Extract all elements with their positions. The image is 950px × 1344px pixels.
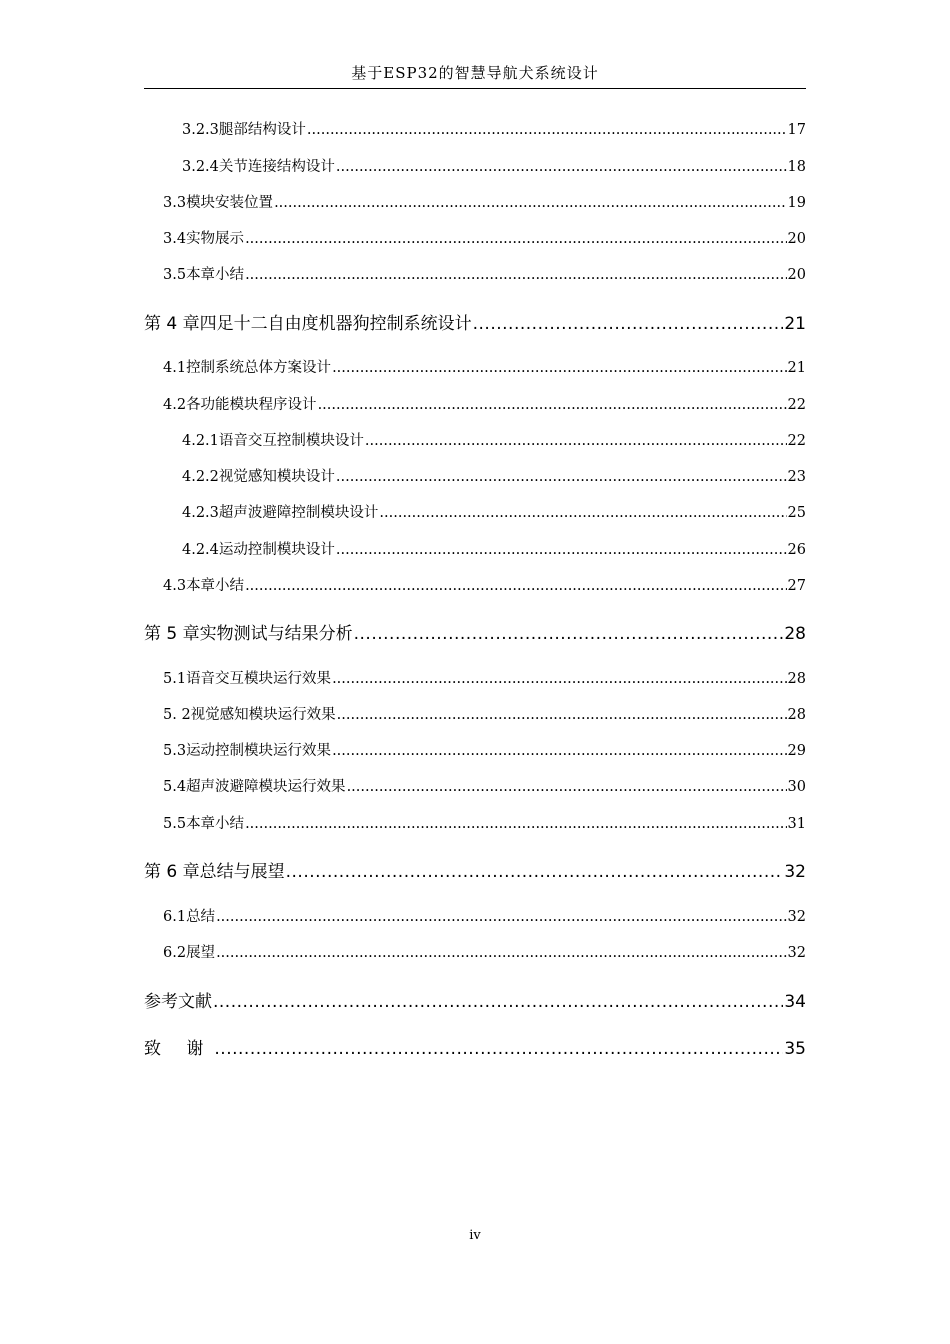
toc-entry[interactable] [144, 1034, 806, 1059]
toc-entry-page: 34 [784, 992, 806, 1012]
toc-entry[interactable] [182, 118, 806, 139]
dot-leader [332, 360, 786, 376]
toc-entry-number: 4.2.2 [182, 469, 219, 485]
toc-entry-number: 第 6 章 [144, 862, 200, 882]
toc-entry[interactable] [182, 465, 806, 486]
toc-entry-page: 32 [787, 909, 806, 925]
toc-entry-number: 4.1 [163, 360, 187, 376]
toc-entry-page: 17 [787, 122, 806, 138]
toc-entry-title: 语音交互模块运行效果 [186, 671, 332, 687]
toc-entry-number: 5.1 [163, 671, 187, 687]
toc-entry-number: 6.2 [163, 945, 187, 961]
toc-entry-number: 3.3 [163, 195, 187, 211]
toc-entry-title: 实物展示 [186, 231, 245, 247]
toc-entry-title: 视觉感知模块设计 [218, 469, 335, 485]
toc-entry[interactable] [163, 703, 806, 724]
toc-entry-number: 4.2 [163, 397, 187, 413]
dot-leader [473, 314, 784, 334]
dot-leader [286, 862, 784, 882]
toc-entry-number: 3.2.4 [182, 159, 219, 175]
toc-entry-title: 语音交互控制模块设计 [218, 433, 364, 449]
dot-leader [336, 469, 787, 485]
dot-leader [307, 122, 787, 138]
dot-leader [318, 397, 787, 413]
toc-entry-title: 四足十二自由度机器狗控制系统设计 [199, 314, 472, 334]
toc-entry-number: 5.3 [163, 743, 187, 759]
toc-entry-page: 23 [787, 469, 806, 485]
toc-entry[interactable] [163, 812, 806, 833]
toc-entry-page: 29 [787, 743, 806, 759]
toc-entry-title: 关节连接结构设计 [218, 159, 335, 175]
toc-entry-title: 腿部结构设计 [218, 122, 306, 138]
dot-leader [336, 542, 787, 558]
toc-entry-number: 3.4 [163, 231, 187, 247]
dot-leader [216, 909, 786, 925]
dot-leader [245, 816, 786, 832]
toc-entry-number: 5.5 [163, 816, 187, 832]
toc-entry-page: 19 [787, 195, 806, 211]
dot-leader [379, 505, 786, 521]
toc-entry[interactable] [182, 155, 806, 176]
toc-entry-title: 模块安装位置 [186, 195, 274, 211]
dot-leader [332, 743, 786, 759]
toc-entry[interactable] [182, 538, 806, 559]
dot-leader [332, 671, 786, 687]
toc-entry[interactable] [163, 356, 806, 377]
dot-leader [245, 267, 786, 283]
toc-entry-number: 3.2.3 [182, 122, 219, 138]
toc-entry-page: 22 [787, 433, 806, 449]
toc-entry-page: 32 [787, 945, 806, 961]
toc-entry[interactable] [163, 191, 806, 212]
toc-entry-page: 31 [787, 816, 806, 832]
toc-entry[interactable] [163, 905, 806, 926]
toc-entry-number: 第 5 章 [144, 624, 200, 644]
toc-entry-page: 21 [787, 360, 806, 376]
toc-entry-page: 35 [784, 1039, 806, 1059]
page-number: iv [469, 1228, 481, 1243]
dot-leader [214, 1039, 783, 1059]
toc-entry-title: 本章小结 [186, 578, 245, 594]
toc-entry[interactable] [163, 393, 806, 414]
toc-entry-title: 展望 [186, 945, 216, 961]
toc-entry-page: 22 [787, 397, 806, 413]
dot-leader [354, 624, 784, 644]
toc-entry-title: 运动控制模块运行效果 [186, 743, 332, 759]
toc-entry[interactable] [144, 857, 806, 882]
toc-entry-title: 超声波避障控制模块设计 [218, 505, 379, 521]
dot-leader [245, 231, 786, 247]
toc-entry-number: 5. 2 [163, 707, 191, 723]
toc-entry-number: 3.5 [163, 267, 187, 283]
toc-entry-title: 致 谢 [144, 1039, 214, 1059]
dot-leader [213, 992, 783, 1012]
toc-entry-title: 参考文献 [144, 992, 212, 1012]
toc-entry[interactable] [182, 429, 806, 450]
toc-entry-title: 本章小结 [186, 267, 245, 283]
dot-leader [336, 159, 787, 175]
toc-entry-number: 6.1 [163, 909, 187, 925]
dot-leader [337, 707, 787, 723]
toc-entry-title: 视觉感知模块运行效果 [190, 707, 336, 723]
dot-leader [216, 945, 786, 961]
toc-entry[interactable] [144, 987, 806, 1012]
toc-entry[interactable] [163, 941, 806, 962]
toc-entry[interactable] [163, 667, 806, 688]
toc-entry-title: 超声波避障模块运行效果 [186, 779, 346, 795]
toc-entry-title: 本章小结 [186, 816, 245, 832]
toc-entry-page: 27 [787, 578, 806, 594]
toc-entry-number: 5.4 [163, 779, 187, 795]
toc-entry-page: 25 [787, 505, 806, 521]
toc-entry[interactable] [163, 775, 806, 796]
toc-entry-page: 26 [787, 542, 806, 558]
toc-entry[interactable] [163, 227, 806, 248]
dot-leader [274, 195, 786, 211]
toc-entry-page: 18 [787, 159, 806, 175]
toc-entry[interactable] [163, 739, 806, 760]
toc-entry-title: 总结与展望 [199, 862, 285, 882]
running-header: 基于ESP32的智慧导航犬系统设计 [351, 64, 599, 82]
toc-entry-title: 实物测试与结果分析 [199, 624, 353, 644]
toc-entry-number: 第 4 章 [144, 314, 200, 334]
toc-entry-number: 4.3 [163, 578, 187, 594]
toc-entry-title: 运动控制模块设计 [218, 542, 335, 558]
toc-entry-page: 28 [787, 671, 806, 687]
toc-entry-page: 28 [784, 624, 806, 644]
toc-entry[interactable] [144, 619, 806, 644]
toc-entry-title: 控制系统总体方案设计 [186, 360, 332, 376]
toc-entry[interactable] [163, 574, 806, 595]
toc-entry-page: 20 [787, 267, 806, 283]
toc-entry-page: 30 [787, 779, 806, 795]
toc-entry-page: 32 [784, 862, 806, 882]
dot-leader [347, 779, 787, 795]
toc-entry-number: 4.2.3 [182, 505, 219, 521]
toc-entry[interactable] [144, 309, 806, 334]
toc-entry-title: 各功能模块程序设计 [186, 397, 317, 413]
toc-entry-number: 4.2.4 [182, 542, 219, 558]
toc-entry[interactable] [163, 263, 806, 284]
toc-entry-page: 28 [787, 707, 806, 723]
dot-leader [245, 578, 786, 594]
dot-leader [365, 433, 787, 449]
toc-entry-page: 21 [784, 314, 806, 334]
toc-entry-title: 总结 [186, 909, 216, 925]
toc-entry[interactable] [182, 501, 806, 522]
toc-entry-number: 4.2.1 [182, 433, 219, 449]
toc-entry-page: 20 [787, 231, 806, 247]
